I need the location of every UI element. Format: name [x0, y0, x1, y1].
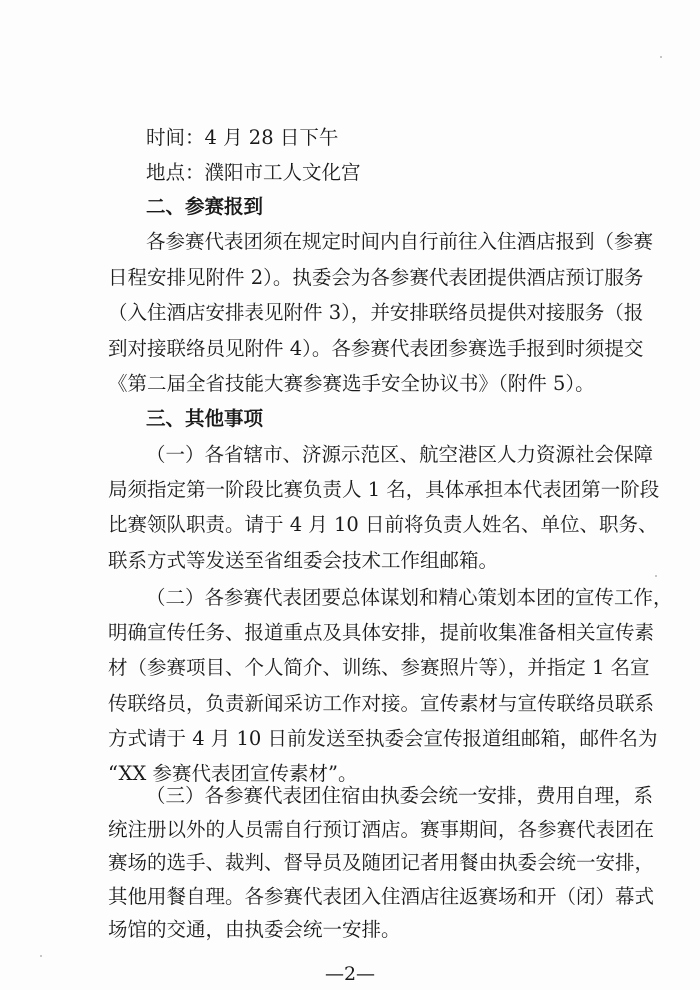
paragraph-line: 联系方式等发送至省组委会技术工作组邮箱。: [108, 549, 499, 572]
paragraph-line: （入住酒店安排表见附件 3），并安排联络员提供对接服务（报: [108, 301, 644, 324]
paragraph-line: 材（参赛项目、个人简介、训练、参赛照片等），并指定 1 名宣: [108, 656, 650, 679]
scan-speck: [40, 955, 42, 957]
paragraph-line: 赛场的选手、裁判、督导员及随团记者用餐由执委会统一安排，: [108, 851, 655, 874]
scan-speck: [655, 575, 657, 577]
section-heading-registration: 二、参赛报到: [146, 195, 264, 218]
paragraph-line: 统注册以外的人员需自行预订酒店。赛事期间，各参赛代表团在: [108, 817, 655, 841]
paragraph-line: “XX 参赛代表团宣传素材”。: [108, 762, 358, 785]
paragraph-line: 局须指定第一阶段比赛负责人 1 名，具体承担本代表团第一阶段: [108, 478, 660, 501]
paragraph-line: 场馆的交通，由执委会统一安排。: [108, 918, 401, 941]
paragraph-line: 方式请于 4 月 10 日前发送至执委会宣传报道组邮箱，邮件名为: [108, 727, 658, 750]
location-line: 地点：濮阳市工人文化宫: [146, 161, 361, 184]
paragraph-line: 《第二届全省技能大赛参赛选手安全协议书》（附件 5）。: [108, 372, 595, 395]
section-heading-other: 三、其他事项: [146, 407, 264, 430]
paragraph-line: 到对接联络员见附件 4）。各参赛代表团参赛选手报到时须提交: [108, 337, 644, 360]
paragraph-line: 传联络员，负责新闻采访工作对接。宣传素材与宣传联络员联系: [108, 692, 655, 715]
page-number: —2—: [324, 962, 376, 985]
paragraph-line: （一）各省辖市、济源示范区、航空港区人力资源社会保障: [146, 443, 654, 466]
paragraph-line: 比赛领队职责。请于 4 月 10 日前将负责人姓名、单位、职务、: [108, 513, 658, 536]
paragraph-line: 各参赛代表团须在规定时间内自行前往入住酒店报到（参赛: [146, 230, 654, 253]
scan-speck: [660, 56, 662, 58]
time-line: 时间：4 月 28 日下午: [146, 126, 339, 149]
paragraph-line: 日程安排见附件 2）。执委会为各参赛代表团提供酒店预订服务: [108, 266, 644, 289]
paragraph-line: 其他用餐自理。各参赛代表团入住酒店往返赛场和开（闭）幕式: [108, 884, 655, 908]
paragraph-line: 明确宣传任务、报道重点及具体安排，提前收集准备相关宣传素: [108, 621, 655, 644]
paragraph-line: （三）各参赛代表团住宿由执委会统一安排，费用自理，系: [146, 784, 654, 807]
paragraph-line: （二）各参赛代表团要总体谋划和精心策划本团的宣传工作，: [146, 586, 673, 609]
